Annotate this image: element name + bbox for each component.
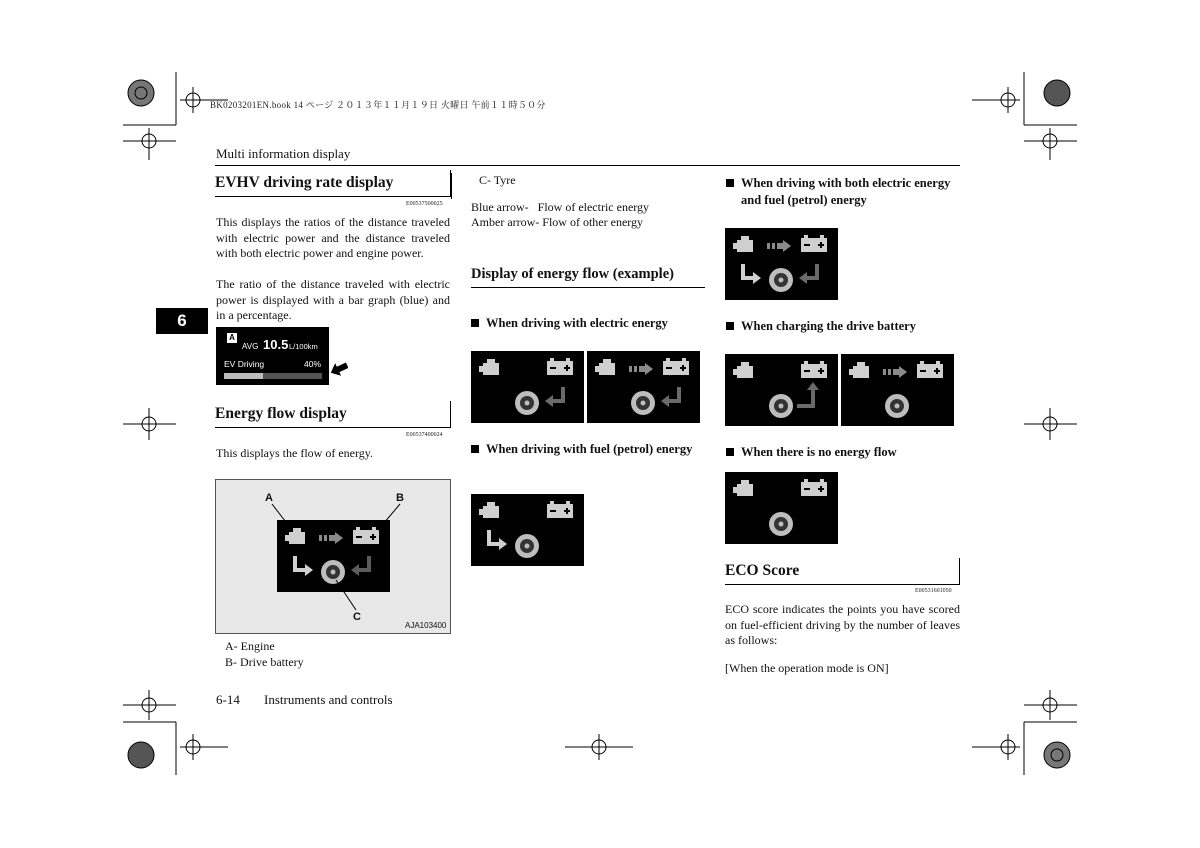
screen-electric-1 xyxy=(471,351,584,423)
legend-amber-arrow: Amber arrow- Flow of other energy xyxy=(471,215,644,229)
flow-arrow-down-left-icon xyxy=(741,264,761,284)
screen-charging-2 xyxy=(841,354,954,426)
figure-label-a: A xyxy=(265,492,273,504)
flow-arrow-down-left-icon xyxy=(487,530,507,550)
eco-mode-note: [When the operation mode is ON] xyxy=(725,661,889,675)
screen-no-flow xyxy=(725,472,838,544)
figure-leader-lines xyxy=(216,480,452,635)
battery-icon xyxy=(801,361,827,378)
mode-letter-badge: A xyxy=(227,333,237,343)
screen-both xyxy=(725,228,838,300)
evhv-para-2: The ratio of the distance traveled with electric power is displayed with a bar graph (blue) and in a percentage. xyxy=(216,277,450,323)
subhead-charging xyxy=(726,318,981,335)
subhead-fuel-text: When driving with fuel (petrol) energy xyxy=(486,442,693,456)
avg-value: 10.5 xyxy=(263,337,289,352)
engine-icon xyxy=(733,480,753,496)
energy-flow-title xyxy=(215,405,451,428)
evhv-title-text: EVHV driving rate display xyxy=(215,174,394,191)
avg-label: AVG xyxy=(242,342,259,351)
ev-label: EV Driving xyxy=(224,359,265,369)
battery-icon xyxy=(801,479,827,496)
display-example-title xyxy=(471,266,705,288)
tyre-icon xyxy=(515,391,539,415)
footer-section: Instruments and controls xyxy=(264,692,393,707)
battery-icon xyxy=(663,358,689,375)
energy-flow-title-text: Energy flow display xyxy=(215,405,347,422)
pointer-arrow-icon xyxy=(330,362,348,376)
tyre-icon xyxy=(769,268,793,292)
subhead-electric xyxy=(471,315,726,332)
column-rule xyxy=(451,173,452,199)
flow-arrow-right-icon xyxy=(767,240,791,252)
chapter-title: Multi information display xyxy=(216,146,351,161)
ev-bar-track xyxy=(224,373,322,379)
battery-icon xyxy=(547,358,573,375)
battery-icon xyxy=(801,235,827,252)
legend-tyre: C- Tyre xyxy=(479,173,516,187)
legend-battery: B- Drive battery xyxy=(225,655,304,669)
subhead-electric-text: When driving with electric energy xyxy=(486,316,668,330)
evhv-title xyxy=(215,174,451,197)
screen-charging-1 xyxy=(725,354,838,426)
engine-icon xyxy=(595,359,615,375)
engine-icon xyxy=(733,236,753,252)
engine-icon xyxy=(733,362,753,378)
energy-flow-figure xyxy=(215,479,451,634)
tyre-icon xyxy=(769,512,793,536)
figure-label-b: B xyxy=(396,492,404,504)
legend-blue-arrow: Blue arrow- Flow of electric energy xyxy=(471,200,650,214)
evhv-para-1: This displays the ratios of the distance traveled with electric power and the distance traveled with both electric power and engine power. xyxy=(216,215,450,261)
flow-arrow-down-right-icon xyxy=(661,387,681,407)
figure-code: AJA103400 xyxy=(405,621,447,630)
tyre-icon xyxy=(515,534,539,558)
screen-fuel xyxy=(471,494,584,566)
ev-driving-screen xyxy=(216,327,329,385)
subhead-both xyxy=(726,175,966,209)
engine-icon xyxy=(479,502,499,518)
figure-label-c: C xyxy=(353,611,361,623)
print-info: BK0203201EN.book 14 ページ ２０１３年１１月１９日 火曜日 午前１１時５０分 xyxy=(210,100,546,110)
avg-unit: L/100km xyxy=(289,342,318,351)
display-example-title-text: Display of energy flow (example) xyxy=(471,266,674,282)
screen-electric-2 xyxy=(587,351,700,423)
battery-icon xyxy=(917,361,943,378)
subhead-no-flow xyxy=(726,444,981,461)
ev-bar-fill xyxy=(224,373,263,379)
energy-flow-code: E00537400024 xyxy=(406,432,443,438)
flow-arrow-down-right-icon xyxy=(799,264,819,284)
ev-percent: 40% xyxy=(304,359,322,369)
flow-arrow-down-right-icon xyxy=(545,387,565,407)
tyre-icon xyxy=(769,394,793,418)
legend-engine: A- Engine xyxy=(225,639,275,653)
battery-icon xyxy=(547,501,573,518)
subhead-both-text: When driving with both electric energy and fuel (petrol) energy xyxy=(741,176,951,207)
chapter-tab: 6 xyxy=(156,308,208,334)
subhead-charging-text: When charging the drive battery xyxy=(741,319,916,333)
energy-flow-intro: This displays the flow of energy. xyxy=(216,446,373,460)
eco-title xyxy=(725,562,960,585)
eco-para: ECO score indicates the points you have scored on fuel-efficient driving by the number of leaves as follows: xyxy=(725,602,960,648)
tyre-icon xyxy=(631,391,655,415)
evhv-code: E00537500025 xyxy=(406,201,443,207)
flow-arrow-up-icon xyxy=(797,382,819,408)
engine-icon xyxy=(479,359,499,375)
subhead-fuel xyxy=(471,441,711,458)
eco-title-text: ECO Score xyxy=(725,562,800,579)
subhead-no-flow-text: When there is no energy flow xyxy=(741,445,897,459)
flow-arrow-right-icon xyxy=(883,366,907,378)
eco-code: E00531601050 xyxy=(915,588,952,594)
header-rule xyxy=(215,165,960,166)
engine-icon xyxy=(849,362,869,378)
flow-arrow-right-icon xyxy=(629,363,653,375)
page-number: 6-14 xyxy=(216,692,240,707)
tyre-icon xyxy=(885,394,909,418)
